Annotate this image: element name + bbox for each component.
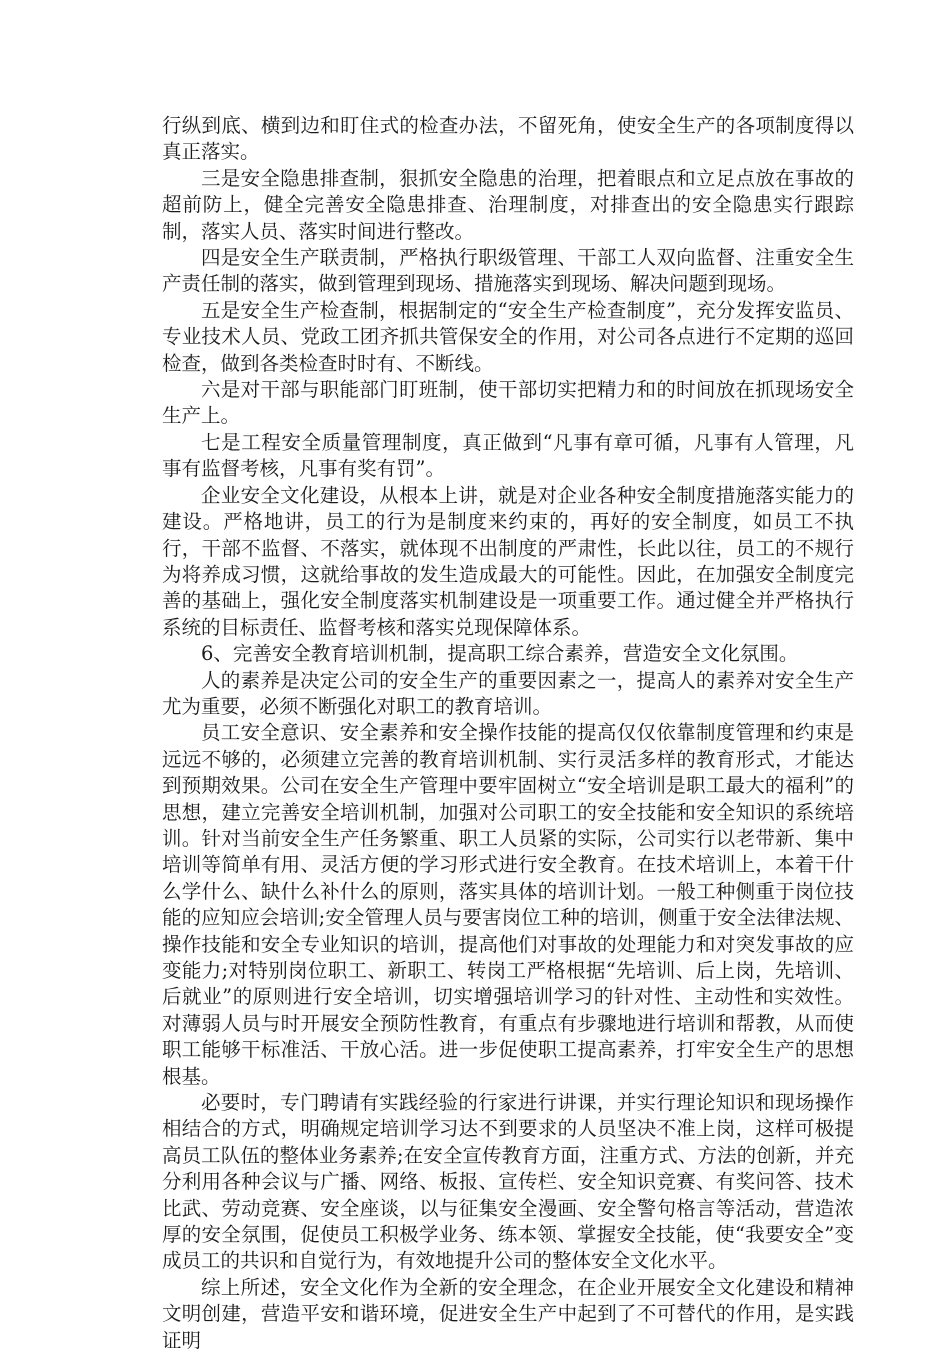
paragraph-cadre-shift: 六是对干部与职能部门盯班制，使干部切实把精力和的时间放在抓现场安全生产上。 bbox=[162, 378, 854, 428]
paragraph-quality-management: 七是工程安全质量管理制度，真正做到“凡事有章可循，凡事有人管理，凡事有监督考核，凡事有奖有罚”。 bbox=[162, 430, 854, 481]
paragraph-joint-responsibility: 四是安全生产联责制，严格执行职级管理、干部工人双向监督、注重安全生产责任制的落实，做到管理到现场、措施落实到现场、解决问题到现场。 bbox=[162, 246, 854, 296]
paragraph-safety-culture: 企业安全文化建设，从根本上讲，就是对企业各种安全制度措施落实能力的建设。严格地讲，员工的行为是制度来约束的，再好的安全制度，如员工不执行，干部不监督、不落实，就体现不出制度的严肃性，长此以往，员工的不规行为将养成习惯，这就给事故的发生造成最大的可能性。因此，在加强安全制度完善的基础上，强化安全制度落实机制建设是一项重要工作。通过健全并严格执行系统的目标责任、监督考核和落实兑现保障体系。 bbox=[162, 483, 854, 639]
paragraph-training-mechanism: 员工安全意识、安全素养和安全操作技能的提高仅仅依靠制度管理和约束是远远不够的，必须建立完善的教育培训机制、实行灵活多样的教育形式，才能达到预期效果。公司在安全生产管理中要牢固树立“安全培训是职工最大的福利”的思想，建立完善安全培训机制，加强对公司职工的安全技能和安全知识的系统培训。针对当前安全生产任务繁重、职工人员紧的实际，公司实行以老带新、集中培训等简单有用、灵活方便的学习形式进行安全教育。在技术培训上，本着干什么学什么、缺什么补什么的原则，落实具体的培训计划。一般工种侧重于岗位技能的应知应会培训;安全管理人员与要害岗位工种的培训，侧重于安全法律法规、操作技能和安全专业知识的培训，提高他们对事故的处理能力和对突发事故的应变能力;对特别岗位职工、新职工、转岗工严格根据“先培训、后上岗，先培训、后就业”的原则进行安全培训，切实增强培训学习的针对性、主动性和实效性。对薄弱人员与时开展安全预防性教育，有重点有步骤地进行培训和帮教，从而使职工能够干标准活、干放心活。进一步促使职工提高素养，打牢安全生产的思想根基。 bbox=[162, 721, 854, 1088]
section-heading-training: 6、完善安全教育培训机制，提高职工综合素养，营造安全文化氛围。 bbox=[201, 642, 799, 666]
document-body bbox=[162, 113, 854, 1354]
paragraph-continuation: 行纵到底、横到边和盯住式的检查办法，不留死角，使安全生产的各项制度得以真正落实。 bbox=[162, 114, 854, 164]
paragraph-hazard-inspection: 三是安全隐患排查制，狠抓安全隐患的治理，把着眼点和立足点放在事故的超前防上，健全完善安全隐患排查、治理制度，对排查出的安全隐患实行跟踪制，落实人员、落实时间进行整改。 bbox=[162, 166, 854, 243]
paragraph-human-quality: 人的素养是决定公司的安全生产的重要因素之一，提高人的素养对安全生产尤为重要，必须不断强化对职工的教育培训。 bbox=[162, 668, 854, 718]
paragraph-expert-lectures: 必要时，专门聘请有实践经验的行家进行讲课，并实行理论知识和现场操作相结合的方式，明确规定培训学习达不到要求的人员坚决不准上岗，这样可极提高员工队伍的整体业务素养;在安全宣传教育方面，注重方式、方法的创新，并充分利用各种会议与广播、网络、板报、宣传栏、安全知识竞赛、有奖问答、技术比武、劳动竞赛、安全座谈，以与征集安全漫画、安全警句格言等活动，营造浓厚的安全氛围，促使员工积极学业务、练本领、掌握安全技能，使“我要安全”变成员工的共识和自觉行为，有效地提升公司的整体安全文化水平。 bbox=[162, 1091, 854, 1273]
paragraph-conclusion: 综上所述，安全文化作为全新的安全理念，在企业开展安全文化建设和精神文明创建，营造平安和谐环境，促进安全生产中起到了不可替代的作用，是实践证明 bbox=[162, 1275, 854, 1352]
paragraph-safety-inspection: 五是安全生产检查制，根据制定的“安全生产检查制度”，充分发挥安监员、专业技术人员、党政工团齐抓共管保安全的作用，对公司各点进行不定期的巡回检查，做到各类检查时时有、不断线。 bbox=[162, 298, 854, 375]
